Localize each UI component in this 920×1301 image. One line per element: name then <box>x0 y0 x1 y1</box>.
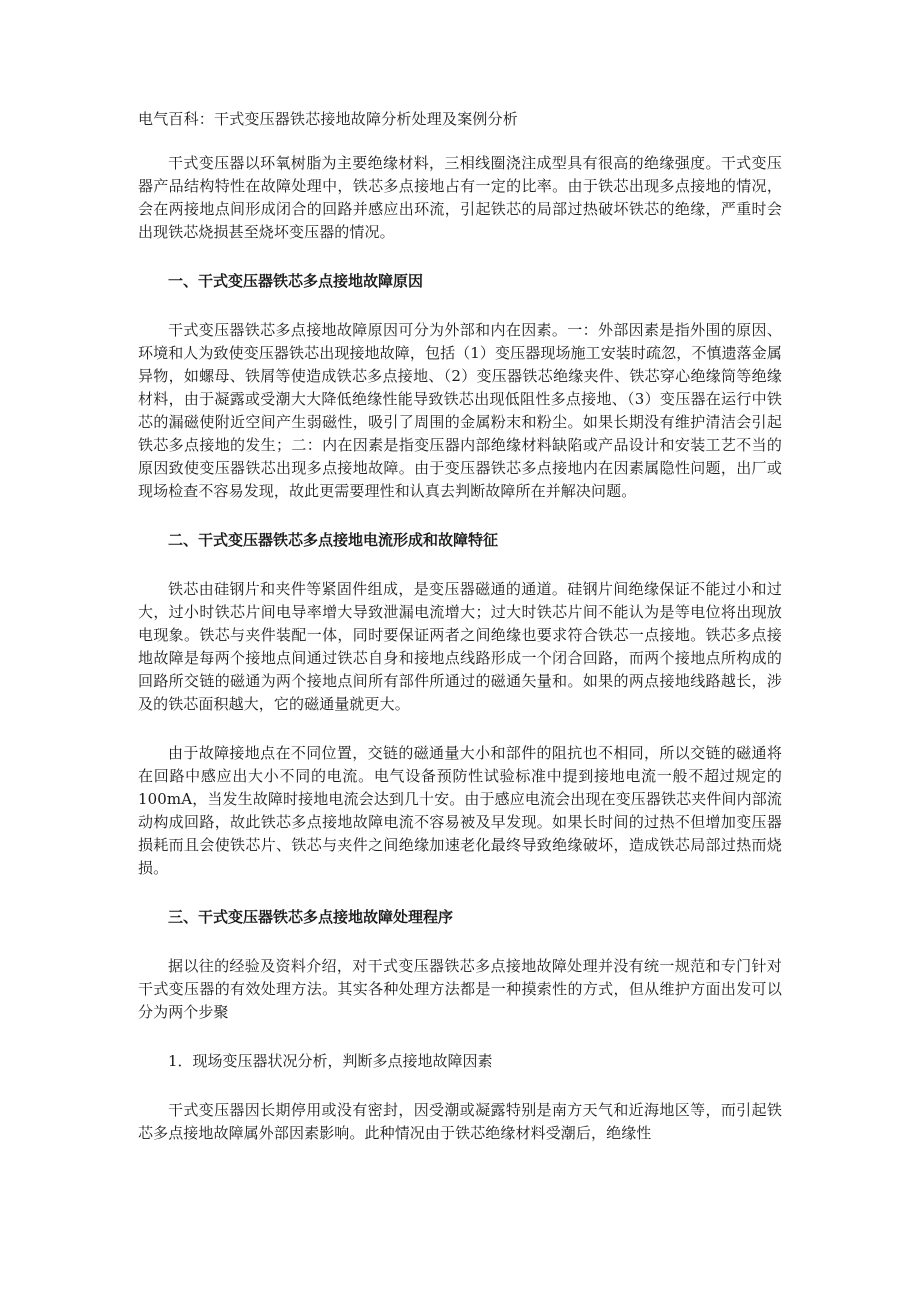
subsection-1-paragraph: 干式变压器因长期停用或没有密封，因受潮或凝露特别是南方天气和近海地区等，而引起铁芯多点接地故障属外部因素影响。此种情况由于铁芯绝缘材料受潮后，绝缘性 <box>138 1101 782 1142</box>
section-3-paragraph: 据以往的经验及资料介绍，对干式变压器铁芯多点接地故障处理并没有统一规范和专门针对干式变压器的有效处理方法。其实各种处理方法都是一种摸索性的方式，但从维护方面出发可以分为两个步聚 <box>138 957 782 1021</box>
document-title: 电气百科：干式变压器铁芯接地故障分析处理及案例分析 <box>138 110 519 128</box>
section-1-heading: 一、干式变压器铁芯多点接地故障原因 <box>168 272 424 290</box>
section-2-paragraph-2: 由于故障接地点在不同位置，交链的磁通量大小和部件的阻抗也不相同，所以交链的磁通将在回路中感应出大小不同的电流。电气设备预防性试验标准中提到接地电流一般不超过规定的100mA，当发生故障时接地电流会达到几十安。由于感应电流会出现在变压器铁芯夹件间内部流动构成回路，故此铁芯多点接地故障电流不容易被及早发现。如果长时间的过热不但增加变压器损耗而且会使铁芯片、铁芯与夹件之间绝缘加速老化最终导致绝缘破坏，造成铁芯局部过热而烧损。 <box>138 744 782 877</box>
document-page <box>138 108 782 1171</box>
section-2-paragraph-1: 铁芯由硅钢片和夹件等紧固件组成，是变压器磁通的通道。硅钢片间绝缘保证不能过小和过大，过小时铁芯片间电导率增大导致泄漏电流增大；过大时铁芯片间不能认为是等电位将出现放电现象。铁芯与夹件装配一体，同时要保证两者之间绝缘也要求符合铁芯一点接地。铁芯多点接地故障是每两个接地点间通过铁芯自身和接地点线路形成一个闭合回路，而两个接地点所构成的回路所交链的磁通为两个接地点间所有部件所通过的磁通矢量和。如果的两点接地线路越长，涉及的铁芯面积越大，它的磁通量就更大。 <box>138 580 782 713</box>
subsection-1-heading: 1．现场变压器状况分析，判断多点接地故障因素 <box>168 1052 493 1070</box>
section-2-heading: 二、干式变压器铁芯多点接地电流形成和故障特征 <box>168 531 499 549</box>
section-1-paragraph: 干式变压器铁芯多点接地故障原因可分为外部和内在因素。一：外部因素是指外围的原因、环境和人为致使变压器铁芯出现接地故障，包括（1）变压器现场施工安装时疏忽，不慎遗落金属异物，如螺母、铁屑等使造成铁芯多点接地、（2）变压器铁芯绝缘夹件、铁芯穿心绝缘筒等绝缘材料，由于凝露或受潮大大降低绝缘性能导致铁芯出现低阻性多点接地、（3）变压器在运行中铁芯的漏磁使附近空间产生弱磁性，吸引了周围的金属粉末和粉尘。如果长期没有维护清洁会引起铁芯多点接地的发生；二：内在因素是指变压器内部绝缘材料缺陷或产品设计和安装工艺不当的原因致使变压器铁芯出现多点接地故障。由于变压器铁芯多点接地内在因素属隐性问题，出厂或现场检查不容易发现，故此更需要理性和认真去判断故障所在并解决问题。 <box>138 321 782 500</box>
section-3-heading: 三、干式变压器铁芯多点接地故障处理程序 <box>168 908 454 926</box>
intro-paragraph: 干式变压器以环氧树脂为主要绝缘材料，三相线圈浇注成型具有很高的绝缘强度。干式变压器产品结构特性在故障处理中，铁芯多点接地占有一定的比率。由于铁芯出现多点接地的情况，会在两接地点间形成闭合的回路并感应出环流，引起铁芯的局部过热破坏铁芯的绝缘，严重时会出现铁芯烧损甚至烧坏变压器的情况。 <box>138 154 782 241</box>
